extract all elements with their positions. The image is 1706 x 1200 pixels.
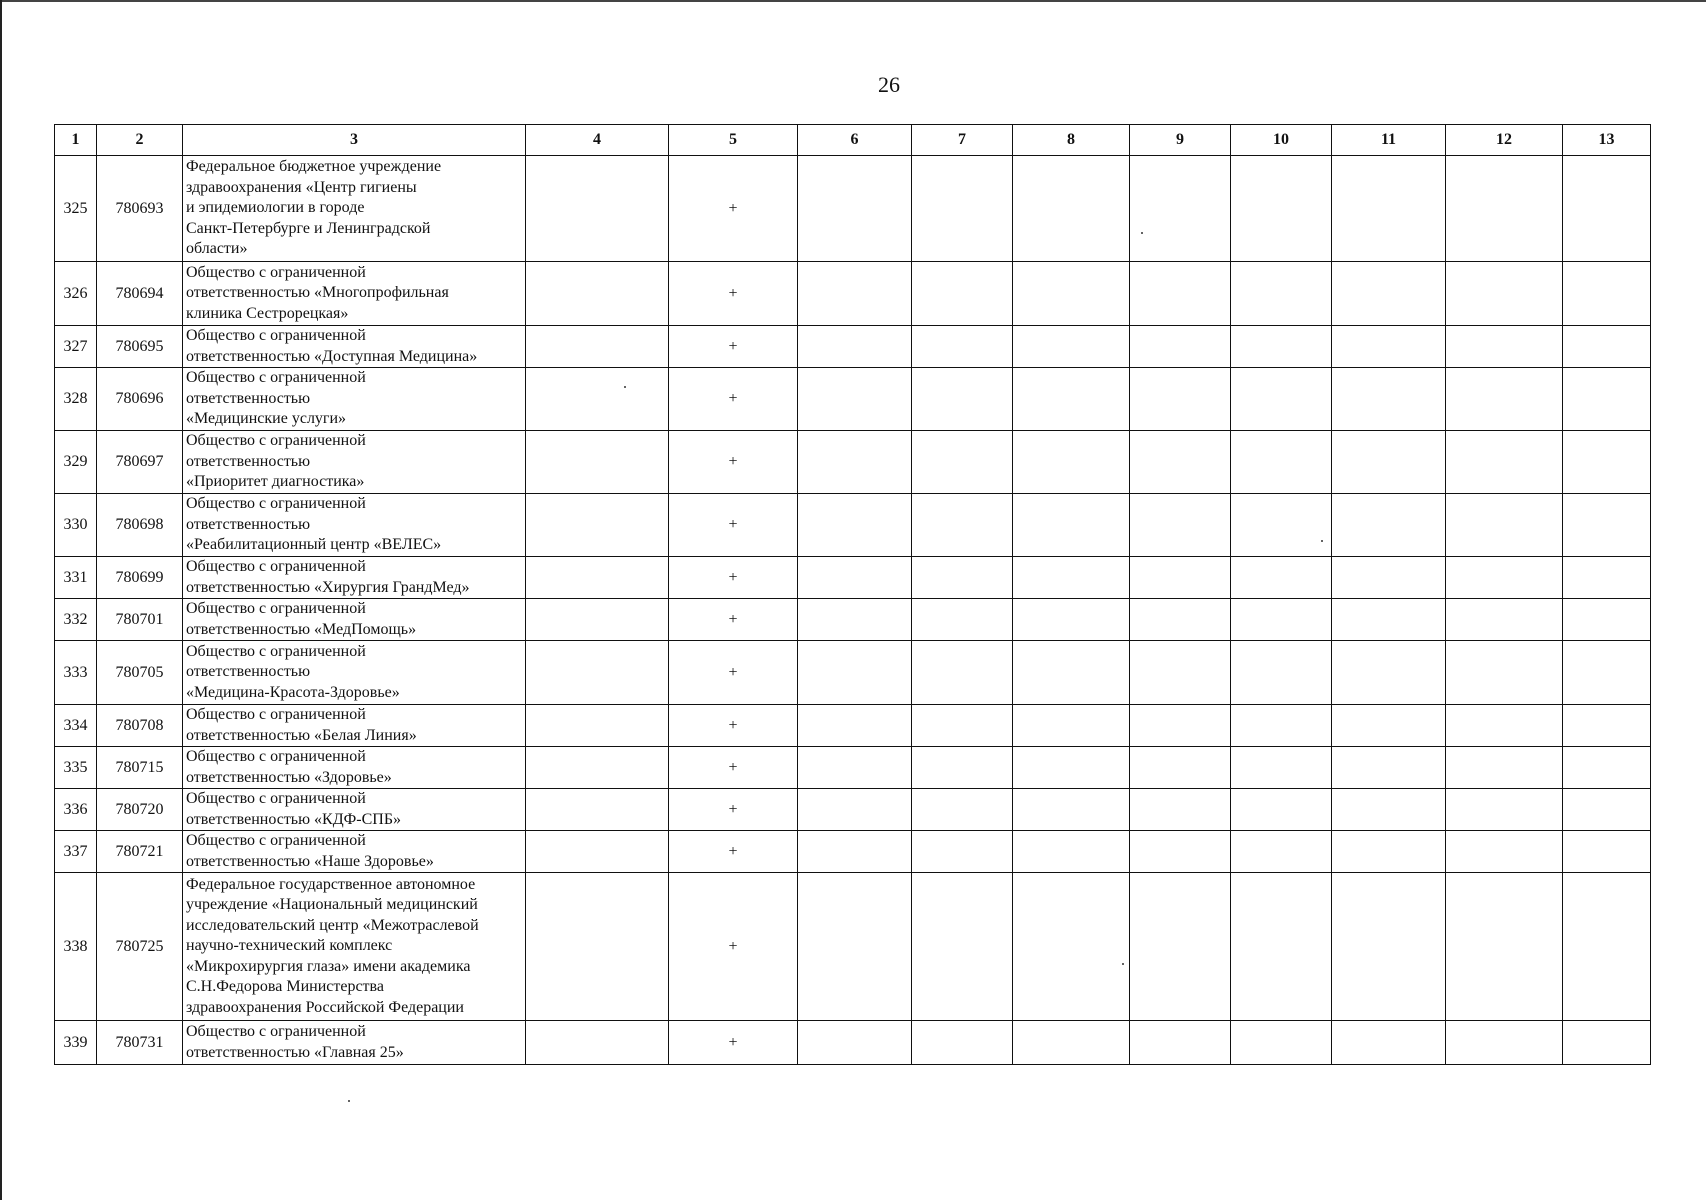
cell-col-12 <box>1446 326 1563 368</box>
organization-name-line: клиника Сестрорецкая» <box>186 304 349 322</box>
cell-col-10 <box>1231 831 1332 873</box>
cell-col-4 <box>526 705 669 747</box>
scan-speck <box>624 386 626 388</box>
cell-col-9 <box>1130 326 1231 368</box>
organization-code: 780720 <box>97 789 183 831</box>
cell-col-4 <box>526 368 669 431</box>
table-row <box>55 326 1651 368</box>
cell-col-10 <box>1231 1021 1332 1065</box>
cell-col-6 <box>798 326 912 368</box>
cell-col-9 <box>1130 747 1231 789</box>
scan-left-edge <box>0 0 2 1200</box>
cell-col-10 <box>1231 431 1332 494</box>
organization-name-line: здравоохранения Российской Федерации <box>186 998 464 1016</box>
cell-col-10 <box>1231 262 1332 326</box>
organization-name-line: ответственностью «Многопрофильная <box>186 284 449 302</box>
cell-col-6 <box>798 557 912 599</box>
organization-code: 780696 <box>97 368 183 431</box>
registry-table <box>54 124 1651 1065</box>
row-number: 332 <box>55 599 97 641</box>
cell-col-7 <box>912 599 1013 641</box>
table-row <box>55 494 1651 557</box>
cell-col-11 <box>1332 747 1446 789</box>
cell-col-11 <box>1332 494 1446 557</box>
cell-col-13 <box>1563 599 1651 641</box>
cell-col-6 <box>798 831 912 873</box>
organization-code: 780705 <box>97 641 183 705</box>
organization-code: 780695 <box>97 326 183 368</box>
cell-col-4 <box>526 1021 669 1065</box>
organization-name-line: ответственностью «Доступная Медицина» <box>186 347 478 365</box>
organization-code: 780697 <box>97 431 183 494</box>
cell-col-11 <box>1332 156 1446 262</box>
table-row <box>55 873 1651 1021</box>
organization-code: 780698 <box>97 494 183 557</box>
cell-col-11 <box>1332 599 1446 641</box>
column-header: 8 <box>1013 125 1130 156</box>
cell-col-5-mark: + <box>669 494 798 557</box>
organization-name <box>183 831 526 873</box>
cell-col-8 <box>1013 431 1130 494</box>
organization-name-line: «Микрохирургия глаза» имени академика <box>186 957 471 975</box>
cell-col-4 <box>526 831 669 873</box>
cell-col-8 <box>1013 831 1130 873</box>
table-row <box>55 599 1651 641</box>
cell-col-4 <box>526 156 669 262</box>
organization-name-line: ответственностью «Наше Здоровье» <box>186 852 434 870</box>
column-header: 5 <box>669 125 798 156</box>
organization-name-line: «Медицинские услуги» <box>186 410 347 428</box>
cell-col-4 <box>526 326 669 368</box>
cell-col-13 <box>1563 326 1651 368</box>
organization-name <box>183 368 526 431</box>
organization-name <box>183 705 526 747</box>
table-header-row <box>55 125 1651 156</box>
table-row <box>55 831 1651 873</box>
cell-col-8 <box>1013 873 1130 1021</box>
organization-code: 780731 <box>97 1021 183 1065</box>
organization-name <box>183 873 526 1021</box>
organization-name-line: Общество с ограниченной <box>186 832 366 849</box>
cell-col-8 <box>1013 641 1130 705</box>
cell-col-11 <box>1332 262 1446 326</box>
cell-col-10 <box>1231 494 1332 557</box>
cell-col-5-mark: + <box>669 873 798 1021</box>
cell-col-6 <box>798 431 912 494</box>
cell-col-12 <box>1446 368 1563 431</box>
cell-col-13 <box>1563 156 1651 262</box>
row-number: 338 <box>55 873 97 1021</box>
cell-col-6 <box>798 368 912 431</box>
cell-col-12 <box>1446 789 1563 831</box>
organization-name-line: Санкт-Петербурге и Ленинградской <box>186 219 431 237</box>
cell-col-12 <box>1446 1021 1563 1065</box>
cell-col-5-mark: + <box>669 747 798 789</box>
cell-col-6 <box>798 873 912 1021</box>
cell-col-10 <box>1231 873 1332 1021</box>
cell-col-12 <box>1446 831 1563 873</box>
column-header: 13 <box>1563 125 1651 156</box>
organization-name-line: «Медицина-Красота-Здоровье» <box>186 683 400 701</box>
cell-col-6 <box>798 156 912 262</box>
cell-col-11 <box>1332 789 1446 831</box>
cell-col-11 <box>1332 1021 1446 1065</box>
cell-col-10 <box>1231 326 1332 368</box>
cell-col-4 <box>526 641 669 705</box>
organization-name-line: Общество с ограниченной <box>186 706 366 723</box>
cell-col-8 <box>1013 368 1130 431</box>
organization-code: 780693 <box>97 156 183 262</box>
cell-col-6 <box>798 262 912 326</box>
organization-code: 780725 <box>97 873 183 1021</box>
cell-col-11 <box>1332 873 1446 1021</box>
cell-col-11 <box>1332 705 1446 747</box>
cell-col-8 <box>1013 747 1130 789</box>
cell-col-9 <box>1130 156 1231 262</box>
cell-col-5-mark: + <box>669 262 798 326</box>
cell-col-9 <box>1130 873 1231 1021</box>
organization-name <box>183 641 526 705</box>
cell-col-12 <box>1446 599 1563 641</box>
cell-col-7 <box>912 873 1013 1021</box>
cell-col-6 <box>798 705 912 747</box>
organization-name <box>183 747 526 789</box>
cell-col-8 <box>1013 1021 1130 1065</box>
organization-name-line: Федеральное бюджетное учреждение <box>186 158 442 176</box>
cell-col-8 <box>1013 789 1130 831</box>
cell-col-5-mark: + <box>669 557 798 599</box>
scan-speck <box>1321 540 1323 542</box>
table-row <box>55 1021 1651 1065</box>
organization-name <box>183 431 526 494</box>
cell-col-7 <box>912 1021 1013 1065</box>
cell-col-7 <box>912 431 1013 494</box>
table-row <box>55 156 1651 262</box>
cell-col-12 <box>1446 557 1563 599</box>
cell-col-4 <box>526 789 669 831</box>
cell-col-8 <box>1013 326 1130 368</box>
column-header: 6 <box>798 125 912 156</box>
organization-name-line: Общество с ограниченной <box>186 495 366 513</box>
cell-col-13 <box>1563 368 1651 431</box>
organization-name-line: здравоохранения «Центр гигиены <box>186 178 417 196</box>
cell-col-13 <box>1563 705 1651 747</box>
cell-col-11 <box>1332 557 1446 599</box>
table-row <box>55 705 1651 747</box>
cell-col-8 <box>1013 156 1130 262</box>
cell-col-13 <box>1563 641 1651 705</box>
cell-col-7 <box>912 368 1013 431</box>
row-number: 335 <box>55 747 97 789</box>
cell-col-8 <box>1013 494 1130 557</box>
scan-top-edge <box>0 0 1706 2</box>
cell-col-4 <box>526 494 669 557</box>
cell-col-13 <box>1563 747 1651 789</box>
organization-name-line: Общество с ограниченной <box>186 1023 366 1040</box>
column-header: 7 <box>912 125 1013 156</box>
cell-col-7 <box>912 747 1013 789</box>
column-header: 11 <box>1332 125 1446 156</box>
organization-name-line: Общество с ограниченной <box>186 263 366 281</box>
organization-code: 780721 <box>97 831 183 873</box>
cell-col-4 <box>526 873 669 1021</box>
cell-col-8 <box>1013 599 1130 641</box>
cell-col-5-mark: + <box>669 599 798 641</box>
cell-col-13 <box>1563 431 1651 494</box>
cell-col-9 <box>1130 641 1231 705</box>
cell-col-7 <box>912 262 1013 326</box>
cell-col-9 <box>1130 831 1231 873</box>
row-number: 331 <box>55 557 97 599</box>
cell-col-12 <box>1446 641 1563 705</box>
cell-col-5-mark: + <box>669 326 798 368</box>
cell-col-9 <box>1130 599 1231 641</box>
organization-name-line: «Приоритет диагностика» <box>186 473 365 491</box>
cell-col-6 <box>798 1021 912 1065</box>
cell-col-5-mark: + <box>669 368 798 431</box>
organization-name-line: ответственностью <box>186 663 311 681</box>
cell-col-9 <box>1130 494 1231 557</box>
cell-col-7 <box>912 705 1013 747</box>
organization-name-line: учреждение «Национальный медицинский <box>186 896 478 914</box>
table-row <box>55 262 1651 326</box>
organization-name-line: исследовательский центр «Межотраслевой <box>186 916 479 934</box>
column-header: 12 <box>1446 125 1563 156</box>
organization-name <box>183 1021 526 1065</box>
cell-col-4 <box>526 599 669 641</box>
cell-col-7 <box>912 789 1013 831</box>
table-row <box>55 557 1651 599</box>
row-number: 327 <box>55 326 97 368</box>
cell-col-12 <box>1446 494 1563 557</box>
cell-col-9 <box>1130 557 1231 599</box>
organization-name-line: Федеральное государственное автономное <box>186 875 476 893</box>
organization-name-line: Общество с ограниченной <box>186 432 366 450</box>
cell-col-9 <box>1130 705 1231 747</box>
cell-col-5-mark: + <box>669 641 798 705</box>
cell-col-7 <box>912 494 1013 557</box>
cell-col-7 <box>912 557 1013 599</box>
cell-col-5-mark: + <box>669 789 798 831</box>
cell-col-4 <box>526 557 669 599</box>
organization-name-line: Общество с ограниченной <box>186 327 366 344</box>
row-number: 337 <box>55 831 97 873</box>
row-number: 333 <box>55 641 97 705</box>
cell-col-6 <box>798 641 912 705</box>
column-header: 2 <box>97 125 183 156</box>
organization-name-line: области» <box>186 240 248 258</box>
column-header: 3 <box>183 125 526 156</box>
table-row <box>55 431 1651 494</box>
cell-col-6 <box>798 789 912 831</box>
cell-col-11 <box>1332 641 1446 705</box>
organization-name-line: ответственностью «Хирургия ГрандМед» <box>186 578 470 596</box>
organization-name-line: Общество с ограниченной <box>186 558 366 575</box>
column-header: 1 <box>55 125 97 156</box>
row-number: 336 <box>55 789 97 831</box>
cell-col-12 <box>1446 431 1563 494</box>
cell-col-4 <box>526 431 669 494</box>
cell-col-13 <box>1563 873 1651 1021</box>
cell-col-9 <box>1130 368 1231 431</box>
organization-name-line: ответственностью «МедПомощь» <box>186 620 417 638</box>
column-header: 9 <box>1130 125 1231 156</box>
organization-name-line: и эпидемиологии в городе <box>186 199 365 217</box>
organization-name-line: ответственностью «КДФ-СПБ» <box>186 810 402 828</box>
table-row <box>55 368 1651 431</box>
column-header: 10 <box>1231 125 1332 156</box>
cell-col-9 <box>1130 431 1231 494</box>
cell-col-8 <box>1013 705 1130 747</box>
scan-speck <box>1141 232 1143 234</box>
organization-code: 780708 <box>97 705 183 747</box>
cell-col-10 <box>1231 789 1332 831</box>
organization-name <box>183 494 526 557</box>
table-row <box>55 747 1651 789</box>
organization-name <box>183 326 526 368</box>
cell-col-7 <box>912 831 1013 873</box>
cell-col-11 <box>1332 326 1446 368</box>
row-number: 328 <box>55 368 97 431</box>
cell-col-6 <box>798 599 912 641</box>
cell-col-5-mark: + <box>669 705 798 747</box>
organization-name-line: ответственностью «Главная 25» <box>186 1043 404 1061</box>
cell-col-10 <box>1231 747 1332 789</box>
column-header: 4 <box>526 125 669 156</box>
cell-col-7 <box>912 326 1013 368</box>
organization-name-line: Общество с ограниченной <box>186 642 366 660</box>
table-row <box>55 789 1651 831</box>
cell-col-13 <box>1563 1021 1651 1065</box>
organization-name-line: научно-технический комплекс <box>186 937 393 955</box>
row-number: 329 <box>55 431 97 494</box>
page-number: 26 <box>878 72 900 97</box>
row-number: 325 <box>55 156 97 262</box>
cell-col-7 <box>912 641 1013 705</box>
organization-name <box>183 156 526 262</box>
cell-col-8 <box>1013 557 1130 599</box>
cell-col-4 <box>526 262 669 326</box>
organization-name-line: ответственностью <box>186 389 311 407</box>
cell-col-12 <box>1446 705 1563 747</box>
cell-col-10 <box>1231 368 1332 431</box>
cell-col-9 <box>1130 262 1231 326</box>
organization-name-line: «Реабилитационный центр «ВЕЛЕС» <box>186 536 442 554</box>
organization-code: 780715 <box>97 747 183 789</box>
row-number: 339 <box>55 1021 97 1065</box>
organization-name-line: Общество с ограниченной <box>186 790 366 807</box>
organization-code: 780699 <box>97 557 183 599</box>
organization-name-line: ответственностью «Здоровье» <box>186 768 392 786</box>
cell-col-11 <box>1332 831 1446 873</box>
cell-col-10 <box>1231 156 1332 262</box>
cell-col-6 <box>798 494 912 557</box>
row-number: 326 <box>55 262 97 326</box>
cell-col-4 <box>526 747 669 789</box>
cell-col-13 <box>1563 557 1651 599</box>
cell-col-12 <box>1446 156 1563 262</box>
cell-col-5-mark: + <box>669 156 798 262</box>
row-number: 330 <box>55 494 97 557</box>
cell-col-7 <box>912 156 1013 262</box>
organization-name-line: Общество с ограниченной <box>186 369 366 387</box>
cell-col-6 <box>798 747 912 789</box>
organization-name-line: ответственностью «Белая Линия» <box>186 726 417 744</box>
organization-code: 780694 <box>97 262 183 326</box>
cell-col-5-mark: + <box>669 431 798 494</box>
scan-speck <box>1122 963 1124 965</box>
organization-code: 780701 <box>97 599 183 641</box>
scan-speck <box>348 1100 350 1102</box>
organization-name-line: С.Н.Федорова Министерства <box>186 978 384 996</box>
cell-col-13 <box>1563 262 1651 326</box>
cell-col-12 <box>1446 262 1563 326</box>
organization-name <box>183 262 526 326</box>
table-row <box>55 641 1651 705</box>
cell-col-10 <box>1231 641 1332 705</box>
cell-col-13 <box>1563 831 1651 873</box>
cell-col-5-mark: + <box>669 1021 798 1065</box>
cell-col-9 <box>1130 1021 1231 1065</box>
organization-name-line: ответственностью <box>186 515 311 533</box>
organization-name-line: Общество с ограниченной <box>186 600 366 617</box>
cell-col-12 <box>1446 873 1563 1021</box>
cell-col-10 <box>1231 599 1332 641</box>
cell-col-11 <box>1332 368 1446 431</box>
cell-col-5-mark: + <box>669 831 798 873</box>
cell-col-12 <box>1446 747 1563 789</box>
cell-col-10 <box>1231 557 1332 599</box>
organization-name <box>183 599 526 641</box>
row-number: 334 <box>55 705 97 747</box>
organization-name-line: ответственностью <box>186 452 311 470</box>
organization-name-line: Общество с ограниченной <box>186 748 366 765</box>
organization-name <box>183 557 526 599</box>
cell-col-9 <box>1130 789 1231 831</box>
cell-col-13 <box>1563 494 1651 557</box>
organization-name <box>183 789 526 831</box>
cell-col-8 <box>1013 262 1130 326</box>
cell-col-10 <box>1231 705 1332 747</box>
cell-col-13 <box>1563 789 1651 831</box>
cell-col-11 <box>1332 431 1446 494</box>
